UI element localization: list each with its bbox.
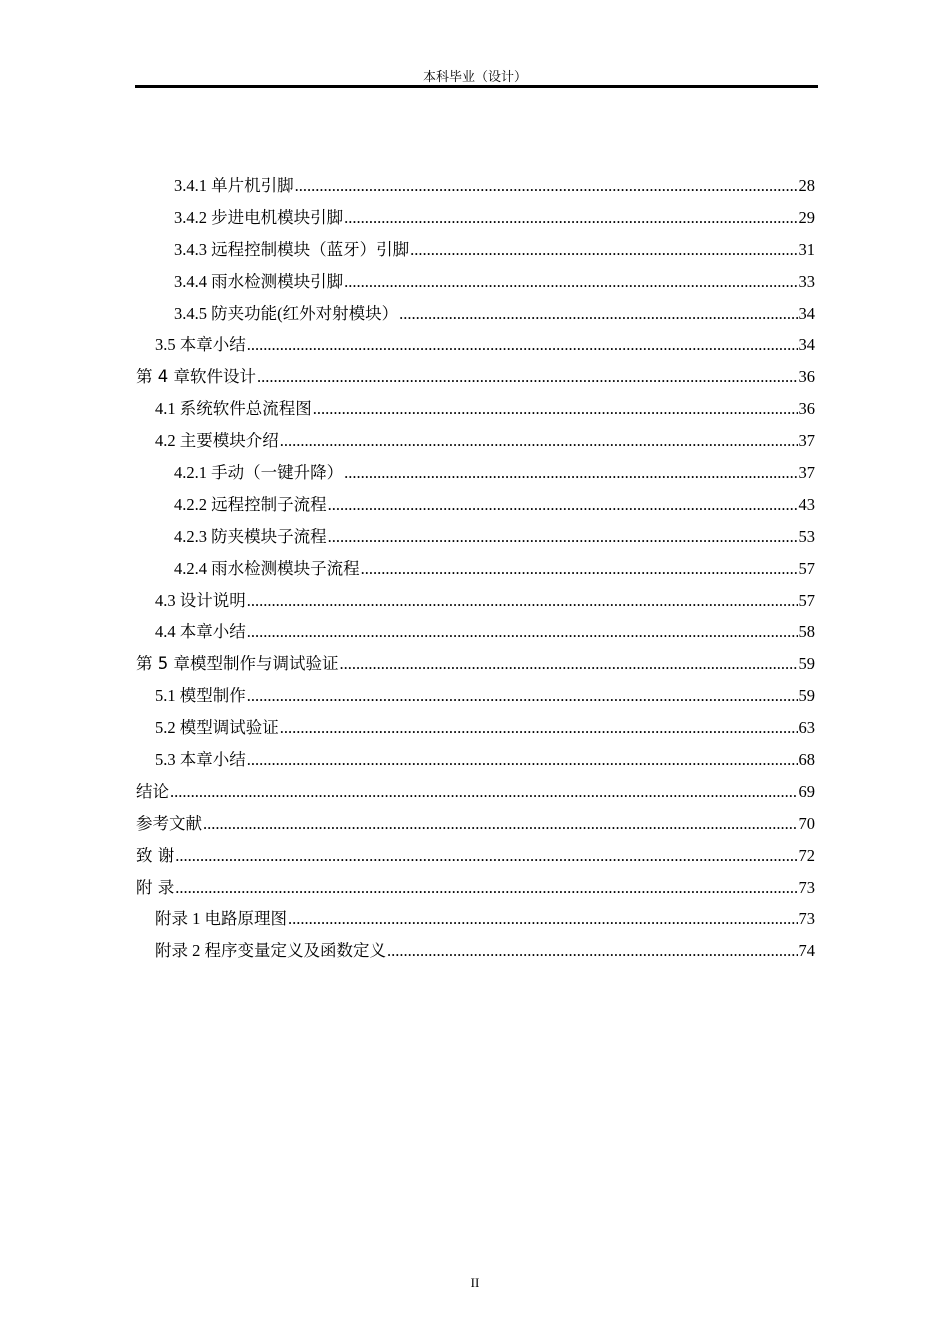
toc-entry-page: 72 xyxy=(798,845,815,865)
toc-entry-title: 5.2 模型调试验证 xyxy=(155,718,279,738)
toc-entry-title: 4.2.2 远程控制子流程 xyxy=(174,494,327,514)
toc-entry[interactable] xyxy=(136,395,815,427)
toc-entry[interactable] xyxy=(136,300,815,332)
toc-dot-leader xyxy=(175,878,797,898)
toc-entry[interactable] xyxy=(136,746,815,778)
toc-entry-title: 3.4.2 步进电机模块引脚 xyxy=(174,207,344,227)
toc-dot-leader xyxy=(247,622,798,642)
toc-entry-page: 37 xyxy=(798,463,815,483)
toc-entry-title: 4.2.3 防夹模块子流程 xyxy=(174,526,327,546)
toc-entry-title: 3.5 本章小结 xyxy=(155,335,246,355)
toc-entry-page: 31 xyxy=(798,239,815,259)
toc-entry[interactable] xyxy=(136,427,815,459)
toc-entry-page: 69 xyxy=(798,781,815,801)
toc-entry[interactable] xyxy=(136,937,815,969)
toc-entry-page: 74 xyxy=(798,941,815,961)
toc-entry-title: 4.2 主要模块介绍 xyxy=(155,431,279,451)
toc-entry[interactable] xyxy=(136,523,815,555)
toc-entry[interactable] xyxy=(136,363,815,395)
toc-entry-title: 第 5 章模型制作与调试验证 xyxy=(136,654,339,674)
header-rule xyxy=(135,85,818,88)
toc-entry-page: 70 xyxy=(798,813,815,833)
toc-entry-title: 第 4 章软件设计 xyxy=(136,367,256,387)
toc-entry-title: 5.1 模型制作 xyxy=(155,686,246,706)
toc-dot-leader xyxy=(340,654,798,674)
toc-entry[interactable] xyxy=(136,810,815,842)
toc-entry[interactable] xyxy=(136,172,815,204)
toc-entry-page: 28 xyxy=(798,176,815,195)
toc-entry-page: 73 xyxy=(798,877,815,897)
toc-dot-leader xyxy=(203,814,798,834)
toc-entry-title: 3.4.4 雨水检测模块引脚 xyxy=(174,271,344,291)
toc-entry[interactable] xyxy=(136,268,815,300)
toc-entry-title: 5.3 本章小结 xyxy=(155,750,246,770)
toc-entry[interactable] xyxy=(136,331,815,363)
toc-entry[interactable] xyxy=(136,650,815,682)
toc-entry-title: 4.3 设计说明 xyxy=(155,590,246,610)
toc-dot-leader xyxy=(399,304,797,324)
toc-dot-leader xyxy=(295,176,798,196)
toc-entry-page: 36 xyxy=(798,367,815,387)
toc-entry[interactable] xyxy=(136,491,815,523)
toc-dot-leader xyxy=(344,272,797,292)
toc-dot-leader xyxy=(361,559,798,579)
toc-dot-leader xyxy=(280,431,798,451)
toc-entry-page: 37 xyxy=(798,431,815,451)
toc-dot-leader xyxy=(247,335,798,355)
toc-entry[interactable] xyxy=(136,555,815,587)
toc-entry-page: 34 xyxy=(798,335,815,355)
toc-dot-leader xyxy=(170,782,798,802)
toc-dot-leader xyxy=(328,495,798,515)
toc-dot-leader xyxy=(328,527,798,547)
toc-entry-title: 参考文献 xyxy=(136,813,202,833)
toc-entry-title: 结论 xyxy=(136,781,169,801)
toc-entry-title: 4.4 本章小结 xyxy=(155,622,246,642)
toc-entry-title: 致 谢 xyxy=(136,845,175,865)
toc-entry[interactable] xyxy=(136,874,815,906)
toc-dot-leader xyxy=(344,208,797,228)
toc-entry-title: 4.2.1 手动（一键升降） xyxy=(174,463,344,483)
toc-dot-leader xyxy=(313,399,798,419)
toc-dot-leader xyxy=(247,750,798,770)
toc-entry[interactable] xyxy=(136,842,815,874)
toc-entry-page: 36 xyxy=(798,399,815,419)
toc-dot-leader xyxy=(410,240,797,260)
page-header-title: 本科毕业（设计） xyxy=(422,70,527,85)
toc-entry-title: 4.2.4 雨水检测模块子流程 xyxy=(174,558,360,578)
toc-dot-leader xyxy=(175,846,797,866)
toc-entry-page: 58 xyxy=(798,622,815,642)
toc-dot-leader xyxy=(387,941,798,961)
toc-entry-page: 59 xyxy=(798,654,815,674)
toc-entry-page: 29 xyxy=(798,207,815,227)
page-number: II xyxy=(470,1275,480,1290)
toc-entry-page: 59 xyxy=(798,686,815,706)
toc-dot-leader xyxy=(247,686,798,706)
toc-entry-page: 53 xyxy=(798,526,815,546)
toc-dot-leader xyxy=(257,367,798,387)
toc-entry[interactable] xyxy=(136,905,815,937)
toc-entry-title: 4.1 系统软件总流程图 xyxy=(155,399,312,419)
toc-entry[interactable] xyxy=(136,587,815,619)
toc-entry-page: 68 xyxy=(798,750,815,770)
toc-entry-page: 57 xyxy=(798,590,815,610)
toc-entry[interactable] xyxy=(136,204,815,236)
toc-dot-leader xyxy=(280,718,798,738)
toc-entry-title: 3.4.5 防夹功能(红外对射模块） xyxy=(174,303,399,323)
toc-entry-title: 3.4.3 远程控制模块（蓝牙）引脚 xyxy=(174,239,410,259)
toc-dot-leader xyxy=(247,591,798,611)
toc-entry-title: 附录 2 程序变量定义及函数定义 xyxy=(155,941,386,961)
toc-entry[interactable] xyxy=(136,714,815,746)
toc-entry-page: 57 xyxy=(798,558,815,578)
table-of-contents xyxy=(136,172,815,969)
toc-entry[interactable] xyxy=(136,618,815,650)
toc-entry[interactable] xyxy=(136,459,815,491)
toc-entry[interactable] xyxy=(136,236,815,268)
toc-entry[interactable] xyxy=(136,778,815,810)
toc-entry-title: 附 录 xyxy=(136,877,175,897)
toc-dot-leader xyxy=(344,463,797,483)
toc-entry-title: 附录 1 电路原理图 xyxy=(155,909,287,929)
toc-entry-page: 73 xyxy=(798,909,815,929)
toc-dot-leader xyxy=(288,909,798,929)
toc-entry-page: 33 xyxy=(798,271,815,291)
toc-entry-title: 3.4.1 单片机引脚 xyxy=(174,176,294,195)
toc-entry-page: 34 xyxy=(798,303,815,323)
toc-entry-page: 63 xyxy=(798,718,815,738)
toc-entry-page: 43 xyxy=(798,494,815,514)
toc-entry[interactable] xyxy=(136,682,815,714)
